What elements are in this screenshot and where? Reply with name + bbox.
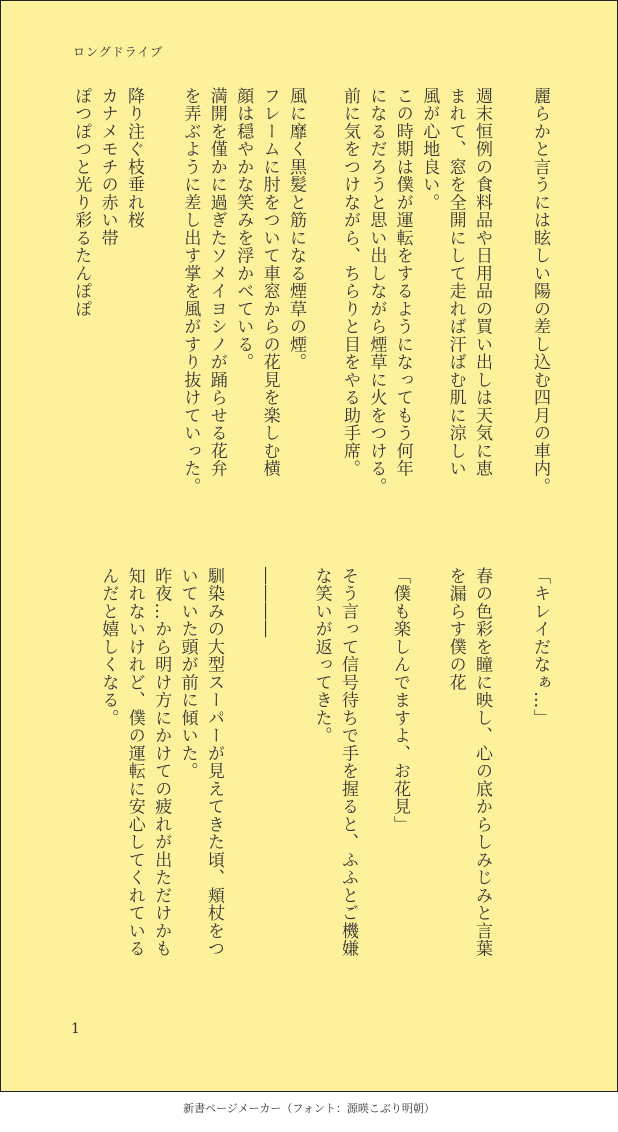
- lower-paragraph-4: そう言って信号待ちで手を握ると、ふふとご機嫌 な笑いが返ってきた。: [311, 567, 358, 958]
- upper-poem: 降り注ぐ枝垂れ桜 カナメモチの赤い帯 ぽつぽつと光り彩るたんぽぽ: [71, 87, 144, 318]
- upper-paragraph-3: 風に靡く黒髪と筋になる煙草の煙。 フレームに肘をついて車窓からの花見を楽しむ横 顔は穏やかな笑みを浮かべている。 満開を僅かに過ぎたソメイヨシノが踊らせる花弁 を弄ぶように差し出す掌を風がすり抜けていった。: [180, 87, 306, 496]
- lower-paragraph-5: 馴染みの大型スーパーが見えてきた頃、頬杖をつ いていた頭が前に傾いた。 昨夜…から明け方にかけての疲れが出ただけかも 知れないけれど、僕の運転に安心してくれている んだと嬉しくなる。: [98, 567, 224, 958]
- lower-paragraph-2: 春の色彩を瞳に映し、心の底からしみじみと言葉 を漏らす僕の花: [445, 567, 492, 958]
- lower-paragraph-3: 「僕も楽しんでますよ、お花見」: [390, 567, 410, 834]
- footer-credit: 新書ページメーカー（フォント：源暎こぶり明朝）: [183, 1102, 435, 1115]
- page-number: 1: [71, 1021, 80, 1037]
- upper-paragraph-2: 週末恒例の食料品や日用品の買い出しは天気に恵 まれて、窓を全開にして走れば汗ばむ肌に涼しい 風が心地良い。 この時期は僕が運転をするようになってもう何年 になるだろうと思い出しながら煙草に火をつける。 前に気をつけながら、ちらりと目をやる助手席。: [339, 87, 492, 496]
- running-header-title: ロングドライブ: [73, 45, 164, 59]
- section-dash: ――――: [256, 567, 276, 638]
- lower-paragraph-1: 「キレイだなぁ…」: [530, 567, 550, 727]
- upper-paragraph-1: 麗らかと言うには眩しい陽の差し込む四月の車内。: [530, 87, 550, 496]
